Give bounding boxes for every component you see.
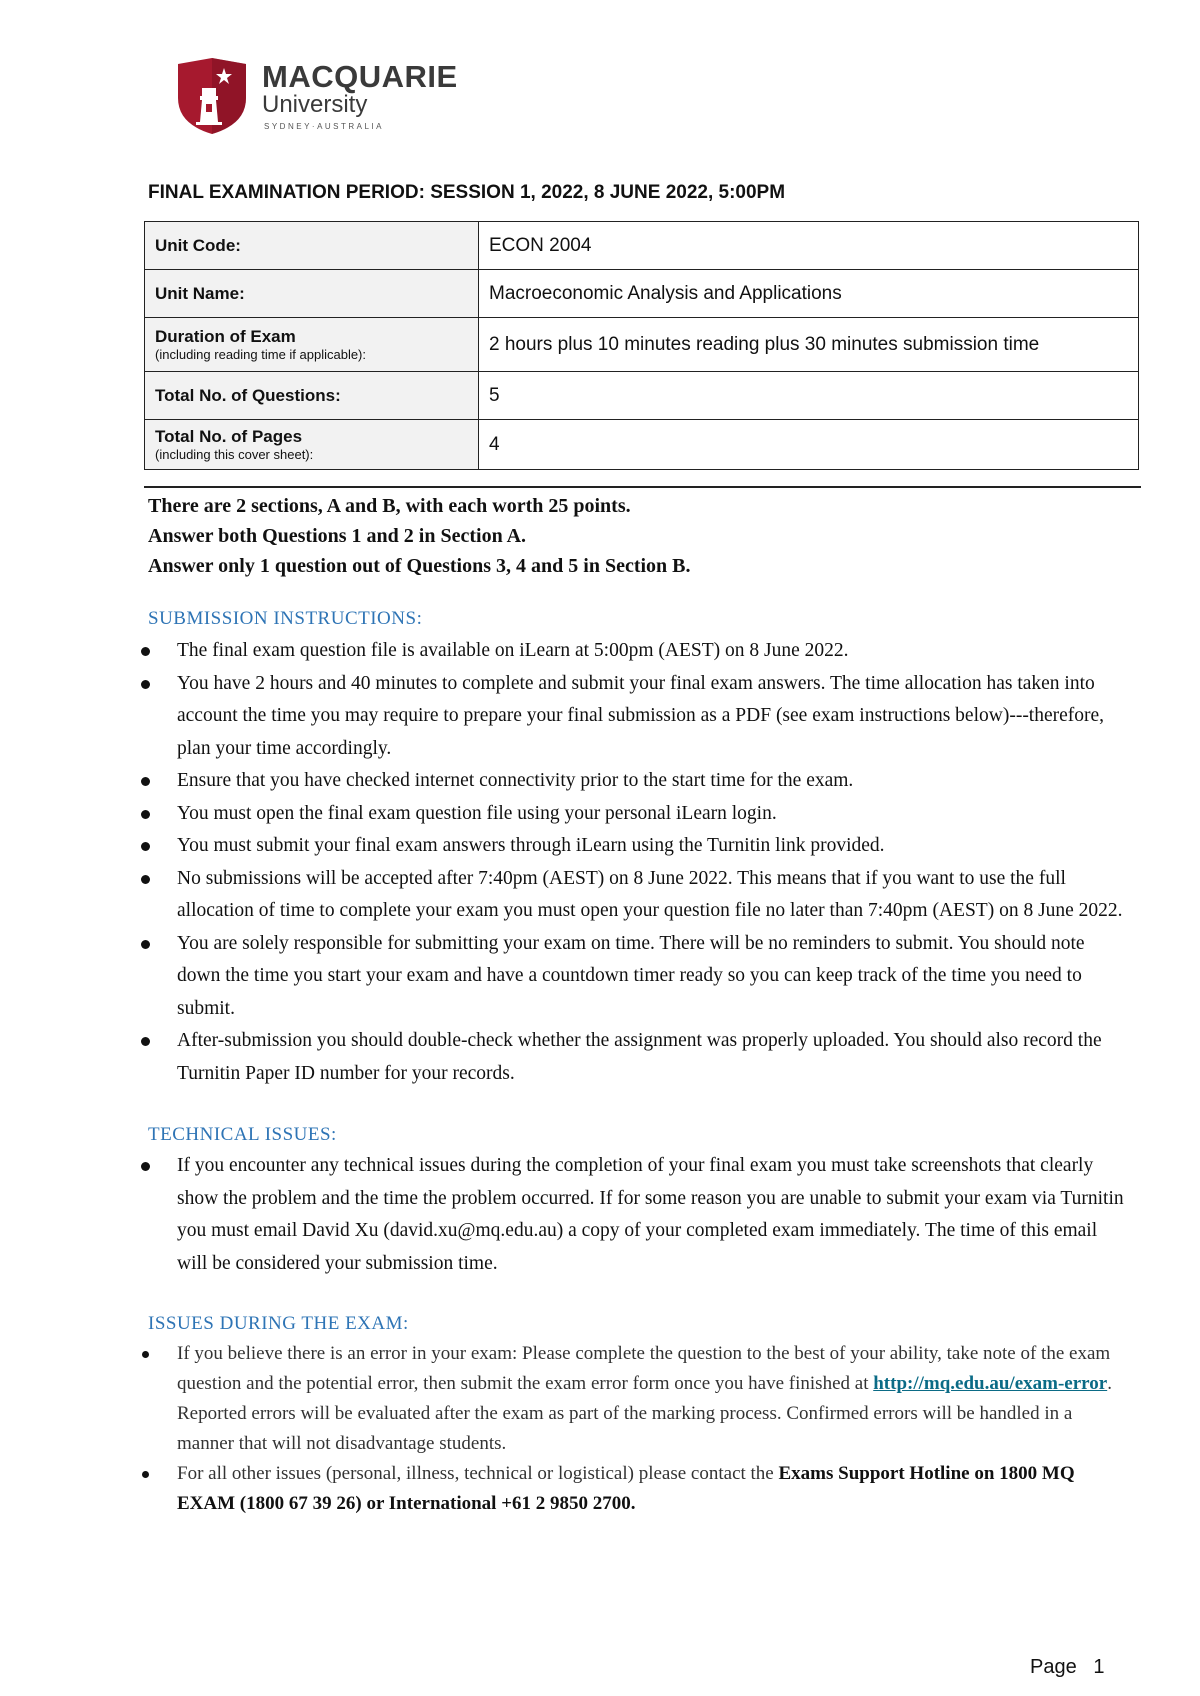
- submission-list: [0, 635, 1127, 1090]
- list-item: [0, 765, 1127, 798]
- bullet-icon: [141, 777, 150, 786]
- university-logo: [178, 58, 458, 138]
- list-item-text: The final exam question file is available on iLearn at 5:00pm (AEST) on 8 June 2022.: [177, 640, 849, 661]
- table-row: [145, 222, 1139, 270]
- list-item: [0, 668, 1127, 766]
- logo-wordmark: MACQUARIE: [262, 59, 458, 94]
- bullet-icon: [141, 647, 150, 656]
- questions-label: Total No. of Questions:: [145, 372, 479, 420]
- section-line: Answer only 1 question out of Questions 3, 4 and 5 in Section B.: [148, 555, 691, 577]
- table-row: [145, 318, 1139, 372]
- support-item-text: For all other issues (personal, illness, technical or logistical) please contact the: [177, 1463, 779, 1484]
- unit-code-label: Unit Code:: [145, 222, 479, 270]
- bullet-icon: [142, 1351, 149, 1358]
- list-item: [0, 1025, 1127, 1090]
- list-item: [0, 863, 1127, 928]
- section-line: There are 2 sections, A and B, with each worth 25 points.: [148, 495, 631, 517]
- section-line: Answer both Questions 1 and 2 in Section A.: [148, 525, 527, 547]
- exam-info-table: [144, 221, 1139, 470]
- list-item: [0, 1339, 1127, 1459]
- page-number: [1030, 1656, 1105, 1679]
- duration-value: 2 hours plus 10 minutes reading plus 30 minutes submission time: [479, 318, 1139, 372]
- page-label: Page: [1030, 1656, 1077, 1678]
- bullet-icon: [142, 1471, 149, 1478]
- during-exam-heading: ISSUES DURING THE EXAM:: [148, 1313, 409, 1334]
- pages-sublabel: (including this cover sheet):: [155, 447, 314, 462]
- duration-sublabel: (including reading time if applicable):: [155, 347, 367, 362]
- exam-period-title: FINAL EXAMINATION PERIOD: SESSION 1, 2022, 8 JUNE 2022, 5:00PM: [148, 182, 786, 203]
- questions-value: 5: [479, 372, 1139, 420]
- list-item-text: After-submission you should double-check whether the assignment was properly uploaded. You should also record the Turnitin Paper ID number for your records.: [177, 1030, 1102, 1084]
- table-bottom-rule: [144, 486, 1141, 488]
- submission-heading: SUBMISSION INSTRUCTIONS:: [148, 608, 423, 629]
- unit-code-value: ECON 2004: [479, 222, 1139, 270]
- bullet-icon: [141, 680, 150, 689]
- error-item-text: If you believe there is an error in your exam: Please complete the question to the best of your ability, take note of the exam question and the potential error, then submit the exam error form once you have finished at: [177, 1343, 1111, 1394]
- table-row: [145, 372, 1139, 420]
- bullet-icon: [141, 1037, 150, 1046]
- list-item-text: If you encounter any technical issues during the completion of your final exam you must take screenshots that clearly show the problem and the time the problem occurred. If for some reason you are unable to submit your exam via Turnitin you must email David Xu (david.xu@mq.edu.au) a copy of your completed exam immediately. The time of this email will be considered your submission time.: [177, 1155, 1124, 1274]
- list-item-text: No submissions will be accepted after 7:40pm (AEST) on 8 June 2022. This means that if you want to use the full allocation of time to complete your exam you must open your question file no later than 7:40pm (AEST) on 8 June 2022.: [177, 867, 1123, 921]
- list-item: [0, 1150, 1127, 1280]
- bullet-icon: [141, 1162, 150, 1171]
- duration-label: Duration of Exam: [155, 327, 296, 346]
- list-item-text: You must submit your final exam answers through iLearn using the Turnitin link provided.: [177, 835, 885, 856]
- page-number-value: 1: [1093, 1656, 1105, 1678]
- logo-university: University: [262, 91, 368, 118]
- list-item-text: You are solely responsible for submitting your exam on time. There will be no reminders to submit. You should note down the time you start your exam and have a countdown timer ready so you can keep track of the time you need to submit.: [177, 932, 1085, 1019]
- duration-label-cell: [145, 318, 479, 372]
- pages-label: Total No. of Pages: [155, 427, 303, 446]
- list-item: [0, 798, 1127, 831]
- section-info: [148, 491, 691, 581]
- table-row: [145, 270, 1139, 318]
- exam-error-link[interactable]: http://mq.edu.au/exam-error: [873, 1373, 1108, 1394]
- table-row: [145, 420, 1139, 470]
- during-exam-list: [0, 1339, 1127, 1519]
- bullet-icon: [141, 940, 150, 949]
- bullet-icon: [141, 842, 150, 851]
- list-item-text: Ensure that you have checked internet connectivity prior to the start time for the exam.: [177, 770, 854, 791]
- technical-list: [0, 1150, 1127, 1280]
- error-item-text-end: . Reported errors will be evaluated after the exam as part of the marking process. Confirmed errors will be handled in a manner that will not disadvantage students.: [177, 1373, 1112, 1454]
- pages-value: 4: [479, 420, 1139, 470]
- technical-heading: TECHNICAL ISSUES:: [148, 1124, 337, 1145]
- bullet-icon: [141, 810, 150, 819]
- list-item: [0, 1459, 1127, 1519]
- logo-location: SYDNEY·AUSTRALIA: [264, 122, 385, 131]
- list-item: [0, 635, 1127, 668]
- unit-name-label: Unit Name:: [145, 270, 479, 318]
- list-item: [0, 830, 1127, 863]
- list-item: [0, 928, 1127, 1026]
- lighthouse-shield-icon: [178, 58, 246, 134]
- unit-name-value: Macroeconomic Analysis and Applications: [479, 270, 1139, 318]
- pages-label-cell: [145, 420, 479, 470]
- list-item-text: You must open the final exam question file using your personal iLearn login.: [177, 802, 777, 824]
- support-hotline: Exams Support Hotline on 1800 MQ EXAM (1800 67 39 26) or International +61 2 9850 2700.: [177, 1463, 1075, 1514]
- bullet-icon: [141, 875, 150, 884]
- list-item-text: You have 2 hours and 40 minutes to complete and submit your final exam answers. The time allocation has taken into account the time you may require to prepare your final submission as a PDF (see exam instructions below)---therefore, plan your time accordingly.: [177, 672, 1105, 759]
